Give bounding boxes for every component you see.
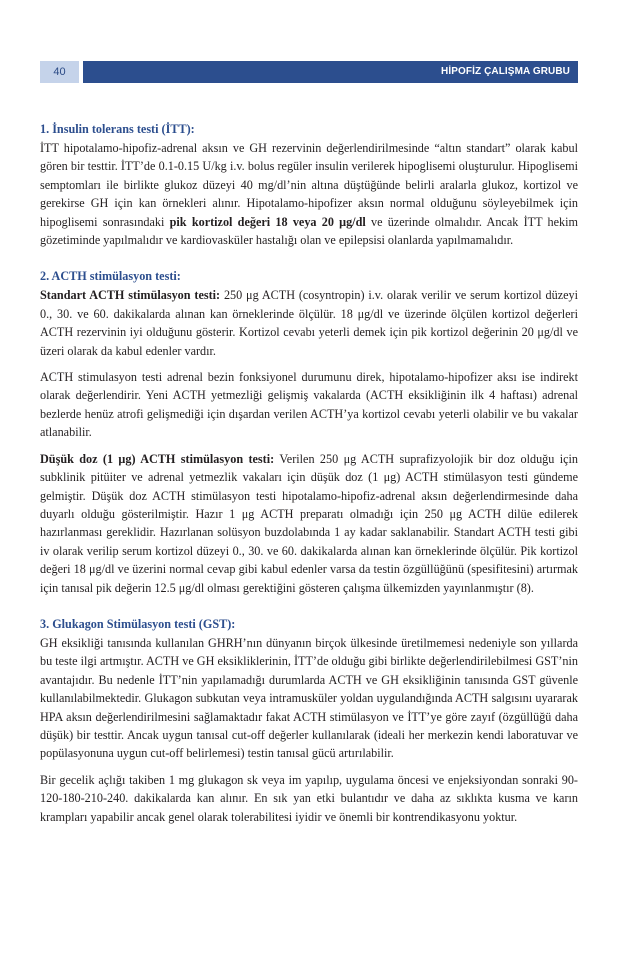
itt-paragraph bbox=[40, 139, 578, 249]
page-header bbox=[40, 61, 578, 83]
gst-paragraph-2: Bir gecelik açlığı takiben 1 mg glukagon sk veya im yapılıp, uygulama öncesi ve enjeksiyondan sonraki 90-120-180-210-240. dakikalarda kan alınır. En sık yan etki bulantıdır ve daha az sıklıkta kusma ve karın krampları yapabilir ancak genel olarak tolerabilitesi iyidir ve önemli bir kontrendikasyonu yoktur. bbox=[40, 772, 578, 824]
itt-emphasis: pik kortizol değeri 18 veya 20 μg/dl bbox=[169, 214, 366, 229]
acth-lowdose-lead: Düşük doz (1 μg) ACTH stimülasyon testi: bbox=[40, 451, 275, 466]
itt-text-1: İTT hipotalamo-hipofiz-adrenal aksın ve GH rezervinin değerlendirilmesinde “altın standart” olarak kabul gören bir testtir. İTT’de 0.1-0.15 U/kg i.v. bolus regüler insulin verilerek hipoglisemi oluşturulur. Hipoglisemi semptomları ile birlikte glukoz düzeyi 40 mg/dl’nin altına düştüğünde belirli aralarla glukoz, kortizol ve gerekirse GH için kan örnekleri alınır. Hipotalamo-hipofizer aksın normal olduğunu söyleyebilmek için hipoglisemi sonrasındaki bbox=[40, 141, 578, 229]
acth-standard-lead: Standart ACTH stimülasyon testi: bbox=[40, 288, 221, 303]
running-title: HİPOFİZ ÇALIŞMA GRUBU bbox=[83, 61, 578, 83]
acth-standard-paragraph bbox=[40, 286, 578, 360]
acth-standard-text: 250 μg ACTH (cosyntropin) i.v. olarak verilir ve serum kortizol düzeyi 0., 30. ve 60. dakikalarda alınan kan örneklerinde ölçülür. 18 μg/dl ve üzerinde ölçülen kortizol değerleri ACTH rezervinin iyi olduğunu gösterir. Kortizol cevabı yeterli demek için pik kortizol değerinin 20 μg/dl ve üzeri olarak da kabul edenler vardır. bbox=[40, 288, 578, 358]
acth-function-paragraph: ACTH stimulasyon testi adrenal bezin fonksiyonel durumunu direk, hipotalamo-hipofizer aksı ise indirekt olarak değerlendirir. Yeni ACTH yetmezliği gelişmiş vakalarda (ACTH eksikliğinin ilk 4 haftası) adrenal bezlerde henüz atrofi gelişmediği için dışardan verilen ACTH’ya kortizol cevabı yeterli olabilir ve bu vakalar atlanabilir. bbox=[40, 370, 578, 440]
page-body bbox=[40, 120, 578, 826]
acth-lowdose-text: Verilen 250 μg ACTH suprafizyolojik bir doz olduğu için subklinik pitüiter ve adrenal yetmezlik vakaları için düşük doz (1 μg) ACTH stimülasyon testi gündeme gelmiştir. Düşük doz ACTH stimülasyon testi hipotalamo-hipofiz-adrenal aksın değerlendirmesinde daha duyarlı olduğu gösterilmiştir. Hazır 1 μg ACTH preparatı olmadığı için 250 μg ACTH dilüe edilerek hazırlanması gereklidir. Hazırlanan solüsyon buzdolabında 1 ay kadar saklanabilir. Standart ACTH testi gibi iv olarak verilip serum kortizol düzeyi 0., 30. ve 60. dakikalarda alınan kan örneklerinde ölçülür. Pik kortizol değeri 18 μg/dl ve üzerini normal cevap gibi kabul edenler varsa da testin özgüllüğünü (spesifitesini) artırmak için tanısal pik değerin 12.5 μg/dl olması gerektiğini gösteren çalışma ülkemizden yayınlanmıştır (8). bbox=[40, 451, 578, 595]
section-title-gst: 3. Glukagon Stimülasyon testi (GST): bbox=[40, 616, 236, 631]
section-title-itt: 1. İnsulin tolerans testi (İTT): bbox=[40, 122, 195, 136]
section-title-acth: 2. ACTH stimülasyon testi: bbox=[40, 269, 181, 284]
acth-lowdose-paragraph bbox=[40, 450, 578, 597]
page-number: 40 bbox=[40, 61, 79, 83]
itt-text-2: ve üzerinde olmalıdır. Ancak İTT hekim gözetiminde yapılmalıdır ve kardiovasküler hastalığı olan ve epilepsisi olanlarda yapılmamalıdır. bbox=[40, 214, 578, 248]
gst-paragraph-1: GH eksikliği tanısında kullanılan GHRH’nın dünyanın birçok ülkesinde üretilmemesi nedeniyle son yıllarda bu teste ilgi artmıştır. ACTH ve GH eksikliklerinin, İTT’de olduğu gibi birlikte değerlendirilebilmesi GST’nin avantajıdır. Bu nedenle İTT’nin yapılamadığı durumlarda ACTH ve GH eksikliğinin tanısında GST güvenle kullanılabilmektedir. Glukagon subkutan veya intramusküler yoldan uygulandığında ACTH salgısını uyararak HPA aksın değerlendirilmesini sağlamaktadır fakat ACTH stimülasyon ve İTT’ye göre zayıf (özgüllüğü daha düşük) bir testtir. Ancak uygun tanısal cut-off değerler kullanılarak (ideali her merkezin kendi laboratuvar ve popülasyonuna uygun cut-off belirlemesi) testin tanısal gücü artırılabilir. bbox=[40, 635, 578, 761]
